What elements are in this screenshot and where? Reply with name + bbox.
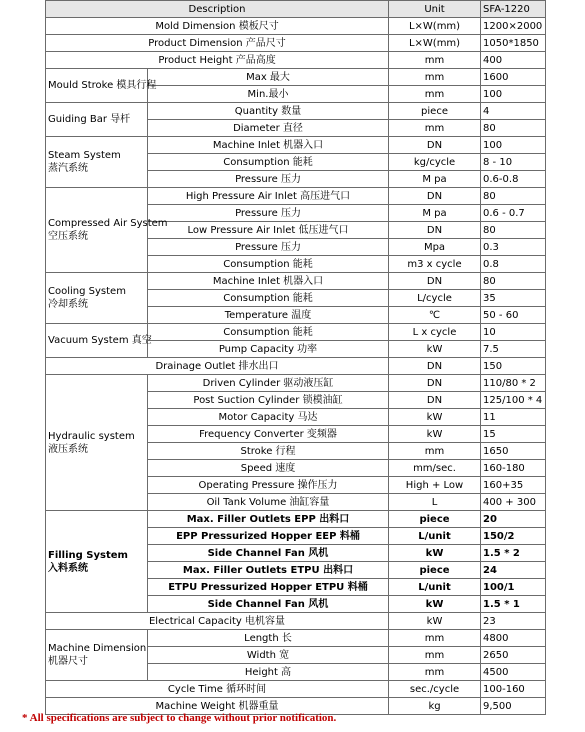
row-value: 80 <box>481 188 546 205</box>
group-name-line: Machine Dimension <box>48 643 147 654</box>
row-value: 10 <box>481 324 546 341</box>
row-subitem: Max 最大 <box>148 69 389 86</box>
row-unit: mm <box>389 69 481 86</box>
row-subitem: Min.最小 <box>148 86 389 103</box>
row-subitem: Pressure 压力 <box>148 239 389 256</box>
row-value: 80 <box>481 120 546 137</box>
row-value: 80 <box>481 273 546 290</box>
row-unit: kW <box>389 341 481 358</box>
row-unit: mm <box>389 443 481 460</box>
specification-table-body <box>46 1 546 715</box>
row-unit: kW <box>389 596 481 613</box>
row-value: 23 <box>481 613 546 630</box>
row-unit: DN <box>389 392 481 409</box>
group-name-line: 冷却系统 <box>48 299 88 310</box>
row-subitem: Pressure 压力 <box>148 171 389 188</box>
table-row <box>46 103 546 120</box>
row-description: Drainage Outlet 排水出口 <box>46 358 389 375</box>
row-subitem: Side Channel Fan 风机 <box>148 596 389 613</box>
row-unit: DN <box>389 137 481 154</box>
row-subitem: Machine Inlet 机器入口 <box>148 273 389 290</box>
header-model: SFA-1220 <box>481 1 546 18</box>
group-name-line: 入料系统 <box>48 562 88 574</box>
row-value: 1650 <box>481 443 546 460</box>
row-value: 1600 <box>481 69 546 86</box>
row-subitem: High Pressure Air Inlet 高压进气口 <box>148 188 389 205</box>
table-row <box>46 188 546 205</box>
group-name-line: Mould Stroke 模具行程 <box>48 80 157 91</box>
row-subitem: Consumption 能耗 <box>148 324 389 341</box>
header-unit: Unit <box>389 1 481 18</box>
row-value: 1200×2000 <box>481 18 546 35</box>
row-unit: mm <box>389 120 481 137</box>
row-value: 160-180 <box>481 460 546 477</box>
group-name-line: Cooling System <box>48 286 126 297</box>
row-unit: kg/cycle <box>389 154 481 171</box>
row-value: 4800 <box>481 630 546 647</box>
group-name-line: Vacuum System 真空 <box>48 335 152 346</box>
row-unit: L×W(mm) <box>389 18 481 35</box>
row-unit: L/unit <box>389 528 481 545</box>
row-value: 400 <box>481 52 546 69</box>
group-name <box>46 188 168 273</box>
row-value: 100-160 <box>481 681 546 698</box>
row-description: Mold Dimension 模板尺寸 <box>46 18 389 35</box>
footnote: * All specifications are subject to change without prior notification. <box>22 712 337 724</box>
row-value: 80 <box>481 222 546 239</box>
row-value: 125/100 * 4 <box>481 392 546 409</box>
row-subitem: Low Pressure Air Inlet 低压进气口 <box>148 222 389 239</box>
row-unit: kW <box>389 545 481 562</box>
row-subitem: Oil Tank Volume 油缸容量 <box>148 494 389 511</box>
row-subitem: Machine Inlet 机器入口 <box>148 137 389 154</box>
row-value: 2650 <box>481 647 546 664</box>
group-name <box>46 324 152 358</box>
header-description: Description <box>46 1 389 18</box>
row-unit: mm <box>389 86 481 103</box>
row-value: 100/1 <box>481 579 546 596</box>
row-unit: mm <box>389 647 481 664</box>
row-subitem: Speed 速度 <box>148 460 389 477</box>
row-subitem: Width 宽 <box>148 647 389 664</box>
group-name <box>46 273 148 324</box>
row-subitem: ETPU Pressurized Hopper ETPU 料桶 <box>148 579 389 596</box>
row-unit: mm <box>389 664 481 681</box>
row-subitem: Diameter 直径 <box>148 120 389 137</box>
group-name <box>46 375 148 511</box>
row-value: 9,500 <box>481 698 546 715</box>
group-name-line: 空压系统 <box>48 231 88 242</box>
row-value: 150 <box>481 358 546 375</box>
row-subitem: Quantity 数量 <box>148 103 389 120</box>
table-row <box>46 324 546 341</box>
row-unit: mm <box>389 52 481 69</box>
row-subitem: Frequency Converter 变频器 <box>148 426 389 443</box>
row-value: 100 <box>481 86 546 103</box>
row-value: 110/80 * 2 <box>481 375 546 392</box>
row-unit: M pa <box>389 205 481 222</box>
table-row <box>46 630 546 647</box>
row-value: 4 <box>481 103 546 120</box>
row-value: 1050*1850 <box>481 35 546 52</box>
row-value: 4500 <box>481 664 546 681</box>
row-description: Product Dimension 产品尺寸 <box>46 35 389 52</box>
row-unit: mm <box>389 630 481 647</box>
row-subitem: Driven Cylinder 驱动液压缸 <box>148 375 389 392</box>
row-unit: piece <box>389 103 481 120</box>
row-unit: kW <box>389 426 481 443</box>
row-unit: DN <box>389 375 481 392</box>
group-name-line: Steam System <box>48 150 121 161</box>
table-header-row <box>46 1 546 18</box>
row-subitem: Max. Filler Outlets EPP 出料口 <box>148 511 389 528</box>
row-unit: kW <box>389 409 481 426</box>
table-row <box>46 273 546 290</box>
table-row <box>46 69 546 86</box>
row-unit: kW <box>389 613 481 630</box>
row-unit: L×W(mm) <box>389 35 481 52</box>
row-value: 1.5 * 2 <box>481 545 546 562</box>
table-row <box>46 511 546 528</box>
table-row <box>46 52 546 69</box>
row-unit: High + Low <box>389 477 481 494</box>
table-row <box>46 18 546 35</box>
row-unit: DN <box>389 188 481 205</box>
row-value: 20 <box>481 511 546 528</box>
group-name-line: 蒸汽系统 <box>48 163 88 174</box>
row-value: 0.6-0.8 <box>481 171 546 188</box>
row-unit: mm/sec. <box>389 460 481 477</box>
row-value: 35 <box>481 290 546 307</box>
table-row <box>46 375 546 392</box>
row-subitem: Pressure 压力 <box>148 205 389 222</box>
row-value: 160+35 <box>481 477 546 494</box>
row-unit: L/cycle <box>389 290 481 307</box>
row-value: 15 <box>481 426 546 443</box>
row-unit: M pa <box>389 171 481 188</box>
table-row <box>46 137 546 154</box>
row-unit: ℃ <box>389 307 481 324</box>
row-value: 0.8 <box>481 256 546 273</box>
row-description: Electrical Capacity 电机容量 <box>46 613 389 630</box>
row-value: 11 <box>481 409 546 426</box>
row-unit: L/unit <box>389 579 481 596</box>
row-subitem: Consumption 能耗 <box>148 290 389 307</box>
table-row <box>46 358 546 375</box>
group-name <box>46 103 148 137</box>
row-unit: sec./cycle <box>389 681 481 698</box>
row-subitem: Height 高 <box>148 664 389 681</box>
row-unit: DN <box>389 222 481 239</box>
row-unit: piece <box>389 511 481 528</box>
row-value: 0.6 - 0.7 <box>481 205 546 222</box>
row-value: 0.3 <box>481 239 546 256</box>
row-subitem: Operating Pressure 操作压力 <box>148 477 389 494</box>
table-row <box>46 681 546 698</box>
row-subitem: Max. Filler Outlets ETPU 出料口 <box>148 562 389 579</box>
table-row <box>46 35 546 52</box>
row-subitem: Consumption 能耗 <box>148 256 389 273</box>
row-value: 7.5 <box>481 341 546 358</box>
row-unit: Mpa <box>389 239 481 256</box>
row-value: 8 - 10 <box>481 154 546 171</box>
group-name-line: Hydraulic system <box>48 430 135 442</box>
group-name <box>46 69 157 103</box>
row-unit: piece <box>389 562 481 579</box>
row-description: Product Height 产品高度 <box>46 52 389 69</box>
group-name-line: 液压系统 <box>48 443 88 455</box>
table-row <box>46 613 546 630</box>
group-name-line: Guiding Bar 导杆 <box>48 114 131 125</box>
row-subitem: EPP Pressurized Hopper EEP 料桶 <box>148 528 389 545</box>
row-subitem: Length 长 <box>148 630 389 647</box>
row-value: 50 - 60 <box>481 307 546 324</box>
row-unit: m3 x cycle <box>389 256 481 273</box>
row-subitem: Stroke 行程 <box>148 443 389 460</box>
row-value: 24 <box>481 562 546 579</box>
row-subitem: Pump Capacity 功率 <box>148 341 389 358</box>
row-unit: DN <box>389 358 481 375</box>
group-name-line: Compressed Air System <box>48 218 168 229</box>
specification-table <box>45 0 546 715</box>
row-description: Cycle Time 循环时间 <box>46 681 389 698</box>
row-value: 400 + 300 <box>481 494 546 511</box>
row-value: 150/2 <box>481 528 546 545</box>
group-name <box>46 137 148 188</box>
row-unit: L x cycle <box>389 324 481 341</box>
row-value: 100 <box>481 137 546 154</box>
row-description: Machine Weight 机器重量 <box>46 698 389 715</box>
row-subitem: Post Suction Cylinder 锁模油缸 <box>148 392 389 409</box>
row-subitem: Temperature 温度 <box>148 307 389 324</box>
group-name-line: 机器尺寸 <box>48 656 88 667</box>
group-name <box>46 630 148 681</box>
row-unit: DN <box>389 273 481 290</box>
row-subitem: Side Channel Fan 风机 <box>148 545 389 562</box>
row-unit: L <box>389 494 481 511</box>
row-value: 1.5 * 1 <box>481 596 546 613</box>
row-unit: kg <box>389 698 481 715</box>
row-subitem: Consumption 能耗 <box>148 154 389 171</box>
group-name-line: Filling System <box>48 549 128 561</box>
row-subitem: Motor Capacity 马达 <box>148 409 389 426</box>
group-name <box>46 511 148 613</box>
